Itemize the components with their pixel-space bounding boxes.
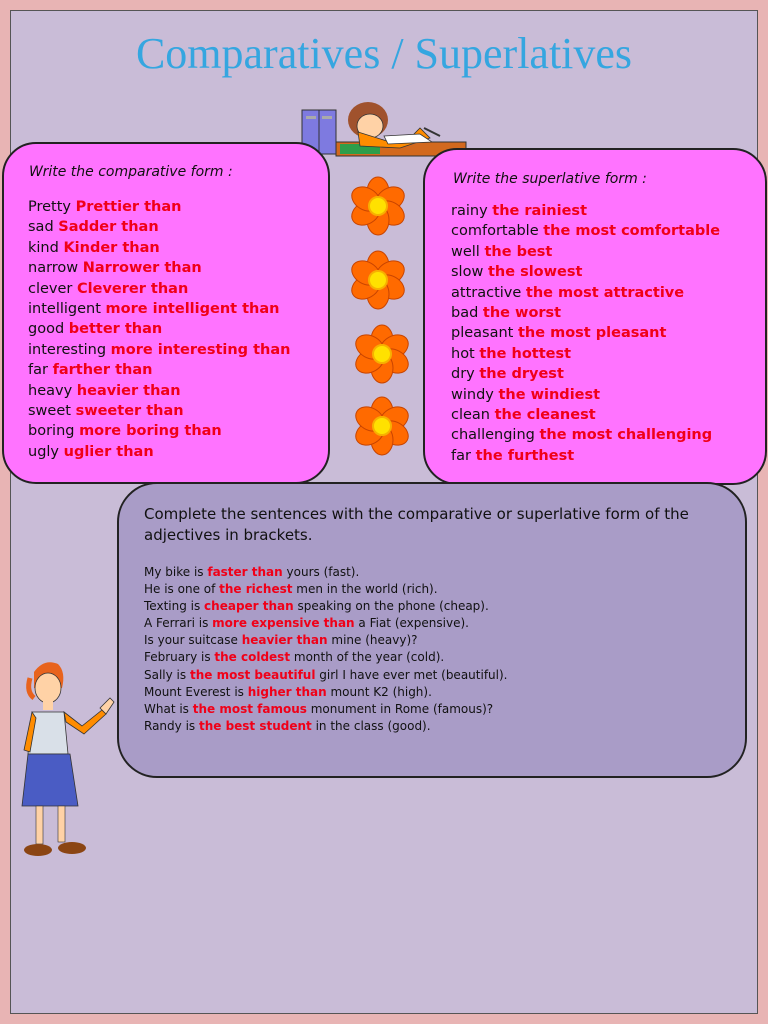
sentence-end: mount K2 (high). [326, 684, 432, 699]
comparative-answer: better than [68, 321, 163, 338]
comparative-item [28, 360, 290, 380]
superlative-answer: the rainiest [492, 203, 587, 219]
sentence-answer: the most beautiful [189, 667, 316, 682]
sentence-start: February is [144, 650, 215, 665]
superlative-answer: the worst [482, 305, 562, 322]
flower-icon [350, 324, 414, 384]
exercise-sentence [144, 615, 507, 632]
superlative-answer: the most attractive [525, 284, 685, 301]
superlative-item [451, 283, 720, 303]
base-adjective: boring [28, 423, 75, 440]
base-adjective: attractive [451, 284, 522, 301]
base-adjective: heavy [28, 382, 73, 399]
superlative-item [451, 323, 720, 343]
flower-icon [346, 250, 410, 310]
flower-icon [346, 176, 410, 236]
base-adjective: kind [28, 239, 59, 256]
base-adjective: good [28, 321, 65, 338]
sentence-start: Texting is [144, 599, 205, 614]
superlative-answer: the best [484, 243, 553, 260]
superlative-item [451, 446, 720, 466]
sentence-answer: more expensive than [212, 616, 355, 631]
comparative-answer: heavier than [76, 382, 181, 399]
comparative-heading: Write the comparative form : [29, 164, 233, 180]
superlative-item [451, 242, 720, 262]
base-adjective: hot [451, 345, 475, 362]
sentence-start: Mount Everest is [144, 684, 248, 699]
base-adjective: Pretty [28, 199, 72, 215]
comparative-answer: uglier than [63, 443, 154, 460]
superlative-answer: the most comfortable [543, 223, 721, 240]
comparative-answer: Kinder than [63, 239, 160, 256]
girl-pointing-clipart [20, 658, 116, 864]
comparative-answer: Sadder than [58, 219, 159, 236]
exercise-sentence [144, 598, 507, 615]
comparative-answer: Narrower than [82, 260, 202, 277]
sentence-start: Randy is [144, 718, 199, 733]
base-adjective: well [451, 243, 480, 260]
superlative-heading: Write the superlative form : [453, 171, 647, 187]
exercise-sentence [144, 649, 507, 666]
superlative-answer: the windiest [498, 386, 601, 403]
superlative-answer: the slowest [487, 264, 583, 281]
comparative-item [28, 279, 290, 299]
superlative-answer: the cleanest [494, 407, 596, 424]
comparative-item [28, 381, 290, 401]
comparative-panel [2, 142, 330, 484]
superlative-item [451, 385, 720, 405]
base-adjective: pleasant [451, 325, 514, 342]
base-adjective: sad [28, 219, 54, 236]
sentence-start: Is your suitcase [144, 633, 242, 648]
comparative-answer: Prettier than [75, 199, 182, 215]
sentence-start: A Ferrari is [144, 616, 213, 631]
superlative-item [451, 201, 720, 221]
sentence-end: speaking on the phone (cheap). [293, 599, 489, 614]
superlative-item [451, 364, 720, 384]
base-adjective: narrow [28, 260, 79, 277]
comparative-item [28, 258, 290, 278]
base-adjective: comfortable [451, 223, 539, 240]
exercise-sentence [144, 718, 507, 735]
comparative-answer: farther than [52, 362, 153, 379]
base-adjective: bad [451, 305, 479, 322]
superlative-item [451, 303, 720, 323]
sentence-start: Sally is [144, 667, 190, 682]
exercise-sentence [144, 564, 507, 581]
sentence-start: He is one of [144, 582, 220, 597]
superlative-answer: the furthest [475, 447, 575, 464]
sentence-answer: faster than [207, 565, 283, 579]
comparative-item [28, 197, 290, 217]
sentence-start: What is [144, 701, 193, 716]
comparative-item [28, 340, 290, 360]
superlative-item [451, 221, 720, 241]
base-adjective: slow [451, 264, 484, 281]
sentence-end: yours (fast). [282, 565, 360, 579]
superlative-item [451, 344, 720, 364]
comparative-item [28, 319, 290, 339]
sentence-end: men in the world (rich). [292, 582, 438, 597]
sentence-answer: the coldest [214, 650, 291, 665]
exercise-sentences [144, 564, 507, 735]
comparative-answer: more interesting than [110, 341, 291, 358]
base-adjective: clever [28, 280, 73, 297]
superlative-list [451, 201, 720, 466]
sentence-answer: cheaper than [204, 599, 294, 614]
sentence-end: a Fiat (expensive). [354, 616, 469, 631]
base-adjective: intelligent [28, 301, 101, 318]
base-adjective: far [28, 362, 48, 379]
superlative-answer: the hottest [479, 345, 572, 362]
sentence-end: in the class (good). [311, 718, 431, 733]
sentence-end: girl I have ever met (beautiful). [315, 667, 508, 682]
base-adjective: far [451, 447, 471, 464]
comparative-item [28, 442, 290, 462]
comparative-answer: sweeter than [75, 403, 184, 420]
comparative-answer: more boring than [79, 423, 222, 440]
superlative-panel [423, 148, 767, 485]
superlative-item [451, 405, 720, 425]
exercise-sentence [144, 684, 507, 701]
comparative-item [28, 299, 290, 319]
exercise-instructions: Complete the sentences with the comparative or superlative form of the adjectives in brackets. [144, 505, 689, 544]
superlative-answer: the dryest [479, 366, 564, 383]
page-title: Comparatives / Superlatives [135, 29, 633, 78]
comparative-item [28, 421, 290, 441]
sentence-answer: the richest [219, 582, 293, 597]
comparative-item [28, 401, 290, 421]
comparative-answer: Cleverer than [77, 280, 189, 297]
sentence-answer: the most famous [192, 701, 307, 716]
base-adjective: challenging [451, 427, 535, 444]
base-adjective: rainy [451, 203, 488, 219]
base-adjective: clean [451, 407, 490, 424]
base-adjective: interesting [28, 341, 107, 358]
exercise-sentence [144, 667, 507, 684]
sentence-end: monument in Rome (famous)? [306, 701, 494, 716]
comparative-item [28, 238, 290, 258]
sentence-start: My bike is [144, 565, 208, 579]
sentence-end: month of the year (cold). [290, 650, 445, 665]
sentence-answer: higher than [247, 684, 327, 699]
superlative-item [451, 262, 720, 282]
base-adjective: sweet [28, 403, 71, 420]
sentence-end: mine (heavy)? [327, 633, 418, 648]
base-adjective: windy [451, 386, 494, 403]
exercise-sentence [144, 701, 507, 718]
superlative-item [451, 425, 720, 445]
sentence-answer: heavier than [241, 633, 328, 648]
exercise-sentence [144, 632, 507, 649]
comparative-answer: more intelligent than [105, 301, 280, 318]
superlative-answer: the most pleasant [517, 325, 667, 342]
exercise-sentence [144, 581, 507, 598]
superlative-answer: the most challenging [539, 427, 713, 444]
base-adjective: dry [451, 366, 475, 383]
comparative-list [28, 197, 290, 462]
exercise-box [117, 482, 747, 778]
base-adjective: ugly [28, 443, 60, 460]
comparative-item [28, 217, 290, 237]
flower-icon [350, 396, 414, 456]
sentence-answer: the best student [198, 718, 312, 733]
